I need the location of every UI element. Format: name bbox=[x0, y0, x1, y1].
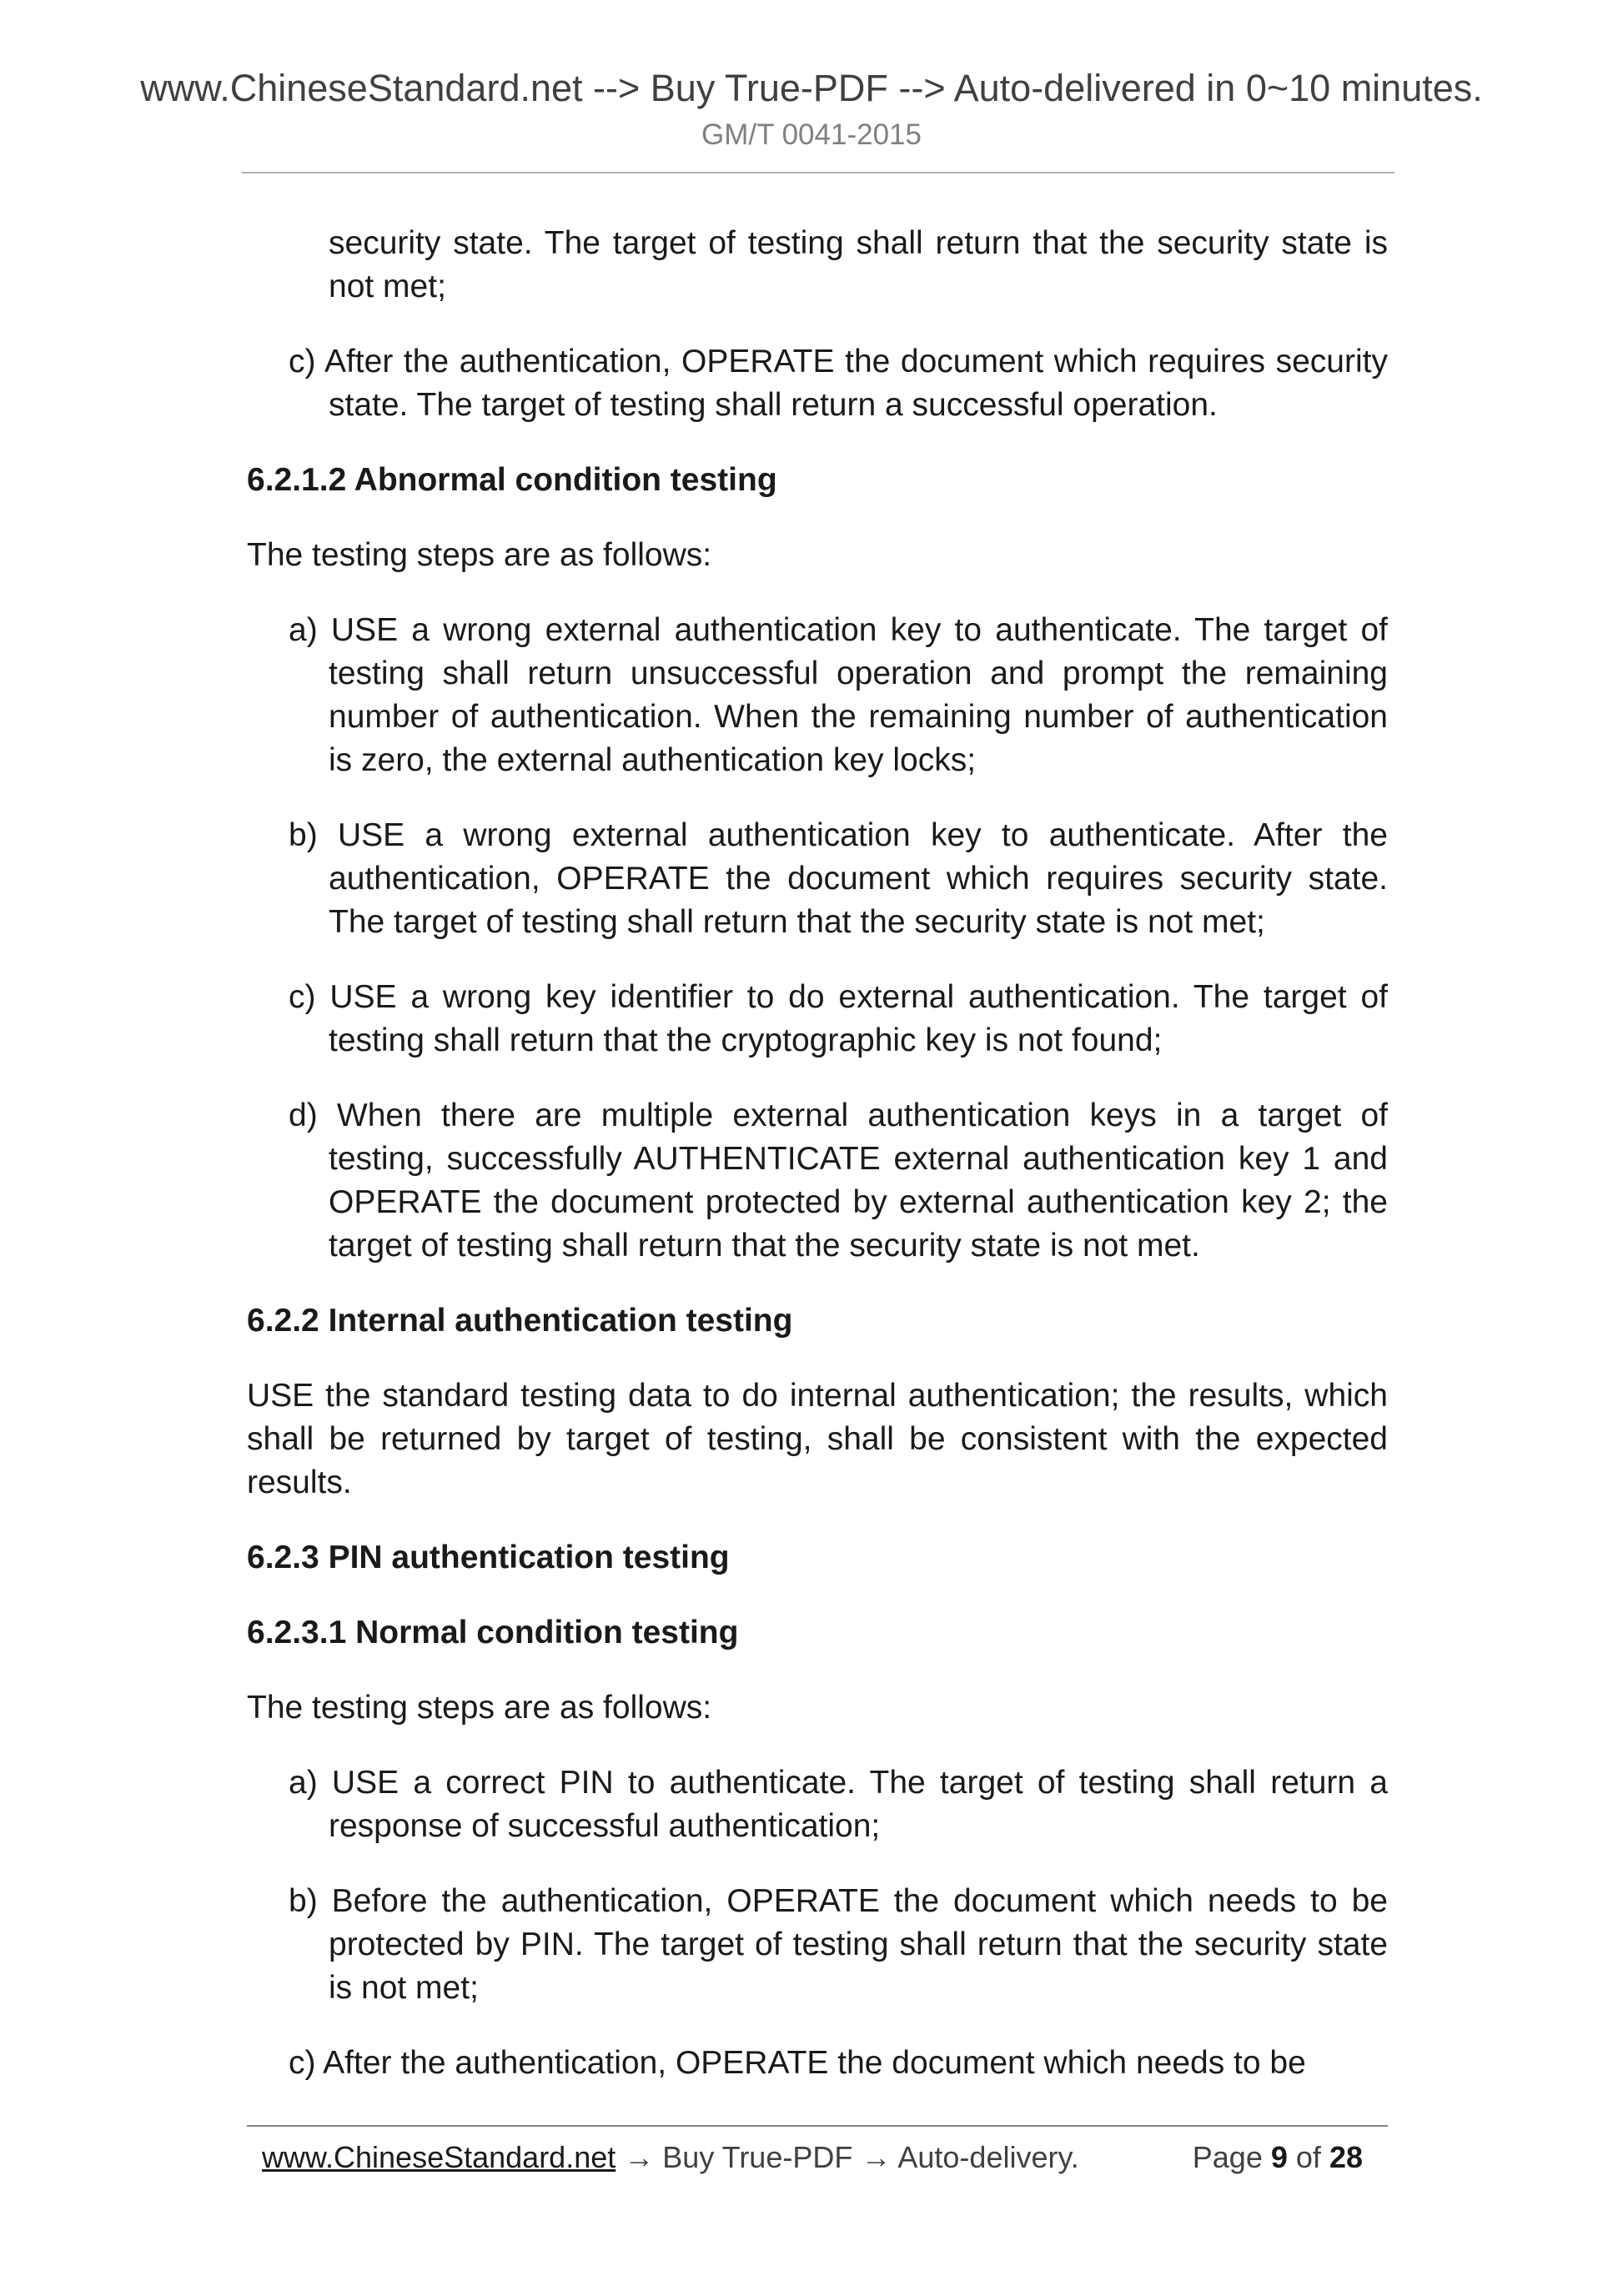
arrow-right-icon: → bbox=[624, 2140, 655, 2174]
list-item: c) After the authentication, OPERATE the document which requires security state. The target of testing shall return a successful operation. bbox=[289, 344, 1388, 423]
list-item: a) USE a wrong external authentication key to authenticate. The target of testing shall return unsuccessful operation and prompt the remaining number of authentication. When the remaining number of authentication is zero, the external authentication key locks; bbox=[289, 612, 1388, 778]
header-divider bbox=[242, 172, 1394, 173]
document-body bbox=[247, 222, 1388, 2117]
section-heading: 6.2.2 Internal authentication testing bbox=[247, 1303, 793, 1339]
section-heading: 6.2.3.1 Normal condition testing bbox=[247, 1615, 739, 1650]
of-label: of bbox=[1295, 2140, 1321, 2174]
paragraph: The testing steps are as follows: bbox=[247, 537, 712, 573]
list-item: c) USE a wrong key identifier to do external authentication. The target of testing shall return that the cryptographic key is not found; bbox=[289, 979, 1388, 1058]
footer-buy-text: Buy True-PDF bbox=[662, 2140, 853, 2174]
page-label: Page bbox=[1192, 2140, 1263, 2174]
footer-website-link[interactable]: www.ChineseStandard.net bbox=[262, 2140, 616, 2174]
total-pages: 28 bbox=[1329, 2140, 1363, 2174]
page-indicator bbox=[1193, 2140, 1363, 2175]
section-heading: 6.2.3 PIN authentication testing bbox=[247, 1540, 730, 1575]
header-banner: www.ChineseStandard.net --> Buy True-PDF --> Auto-delivered in 0~10 minutes. bbox=[140, 67, 1483, 109]
page-number: 9 bbox=[1270, 2140, 1288, 2174]
list-item: b) USE a wrong external authentication key to authenticate. After the authentication, OPERATE the document which requires security state. The target of testing shall return that the security state is not met; bbox=[289, 817, 1388, 940]
list-item: d) When there are multiple external authentication keys in a target of testing, successfully AUTHENTICATE external authentication key 1 and OPERATE the document protected by external authentication key 2; the target of testing shall return that the security state is not met. bbox=[289, 1098, 1388, 1264]
continued-text: security state. The target of testing shall return that the security state is not met; bbox=[329, 225, 1388, 304]
section-heading: 6.2.1.2 Abnormal condition testing bbox=[247, 462, 777, 498]
list-item: b) Before the authentication, OPERATE the document which needs to be protected by PIN. The target of testing shall return that the security state is not met; bbox=[289, 1883, 1388, 2006]
page-footer bbox=[247, 2125, 1388, 2193]
paragraph: The testing steps are as follows: bbox=[247, 1690, 712, 1726]
footer-delivery-text: Auto-delivery. bbox=[897, 2140, 1079, 2174]
footer-promo bbox=[262, 2140, 1079, 2175]
arrow-right-icon: → bbox=[861, 2140, 892, 2174]
list-item: c) After the authentication, OPERATE the document which needs to be bbox=[289, 2045, 1306, 2081]
list-item: a) USE a correct PIN to authenticate. The target of testing shall return a response of successful authentication; bbox=[289, 1765, 1388, 1844]
document-number: GM/T 0041-2015 bbox=[701, 118, 922, 151]
paragraph: USE the standard testing data to do internal authentication; the results, which shall be returned by target of testing, shall be consistent with the expected results. bbox=[247, 1378, 1388, 1500]
